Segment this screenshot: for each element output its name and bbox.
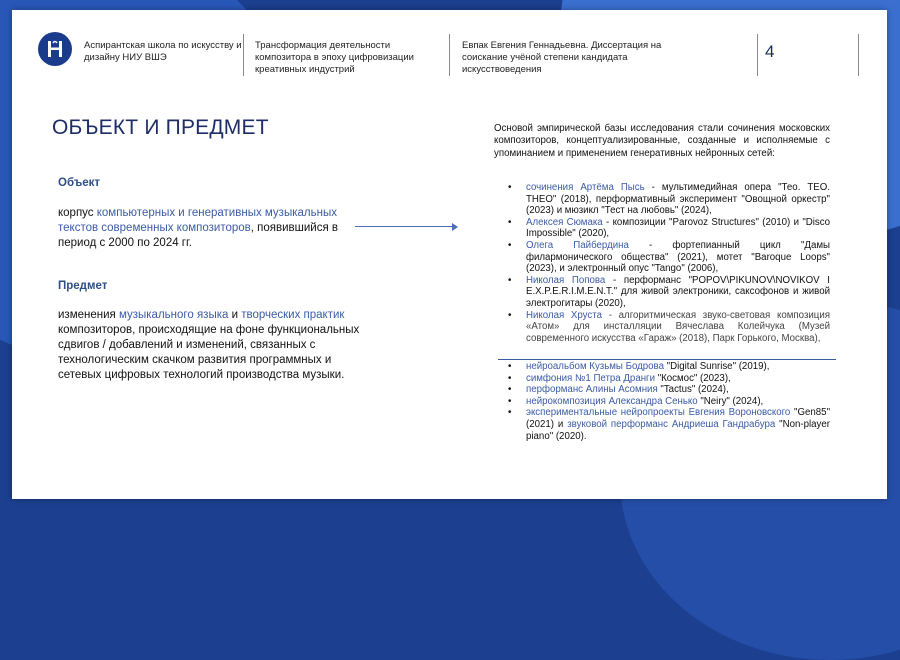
list-item-link[interactable]: Олега Пайбердина (526, 239, 629, 251)
bullet: • (508, 216, 512, 228)
list-item (508, 310, 830, 345)
slide (12, 10, 887, 499)
list-item-link[interactable]: звуковой перформанс Андриеша Гандрабура (567, 418, 776, 430)
header-divider (449, 34, 450, 76)
neuro-projects-list (508, 361, 830, 442)
header-topic: Трансформация деятельности композитора в эпоху цифровизации креативных индустрий (255, 40, 414, 75)
list-item (508, 407, 830, 442)
subject-text-pre: изменения (58, 309, 119, 321)
list-divider (498, 359, 836, 360)
list-item-link[interactable]: перформанс Алины Асомния (526, 384, 658, 396)
list-item-text: "Digital Sunrise" (2019), (663, 361, 770, 372)
composers-list (508, 182, 830, 344)
bullet: • (508, 395, 512, 407)
subject-heading: Предмет (58, 280, 108, 292)
subject-text-mid: и (228, 309, 242, 321)
list-item-text: - алгоритмическая звуко-световая композиция «Атом» для инсталляции Вячеслава Колейчука (Музей современного искусства «Гараж» (2018), Парк Горького, Москва), (526, 309, 831, 344)
list-item-link[interactable]: симфония №1 Петра Дранги (526, 372, 656, 384)
list-item-text: - фортепианный цикл "Дамы филармонического общества" (2021), мотет "Baroque Loops" (2023), и электронный опус "Tango" (2006), (526, 239, 830, 275)
bullet: • (508, 372, 512, 384)
list-item-text: - мультимедийная опера "Тео. ТЕО. THEO" (2018), перформативный эксперимент "Овощной оркестр" (2023) и мюзикл "Тест на любовь" (2024), (526, 182, 830, 217)
list-item (508, 373, 830, 385)
subject-text-post: композиторов, происходящие на фоне функциональных сдвигов / добавлений и изменений, связанных с технологическим скачком развития программных и сетевых цифровых технологий производства музыки. (58, 324, 360, 381)
object-text (58, 206, 368, 251)
bullet: • (508, 182, 512, 193)
object-text-pre: корпус (58, 207, 97, 219)
list-item-link[interactable]: Николая Попова (526, 274, 606, 286)
list-item-link[interactable]: нейрокомпозиция Александра Сенько (526, 395, 698, 407)
slide-header (12, 10, 887, 80)
arrow-connector (355, 226, 455, 227)
header-divider (243, 34, 244, 76)
list-item (508, 240, 830, 275)
list-item-text: - перформанс "POPOV\PIKUNOV\NOVIKOV I E.X.P.E.R.I.M.E.N.T." для живой электроники, саксофонов и живой электрогитары (2020), (526, 274, 830, 309)
list-item-link[interactable]: Алексея Сюмака (526, 216, 603, 228)
list-item (508, 384, 830, 396)
list-item (508, 275, 830, 310)
header-divider (858, 34, 859, 76)
page-title: ОБЪЕКТ И ПРЕДМЕТ (52, 116, 269, 139)
list-item-text: "Neiry" (2024), (697, 395, 764, 407)
list-item-text: "Космос" (2023), (655, 372, 731, 384)
list-item-text: "Gen85" (2021) и (526, 407, 831, 430)
list-item-text: "Non-player piano" (2020). (526, 418, 830, 442)
list-item-link[interactable]: нейроальбом Кузьмы Бодрова (526, 361, 664, 372)
list-item (508, 361, 830, 373)
page-number: 4 (765, 42, 775, 61)
list-item-link[interactable]: сочинения Артёма Пысь (526, 182, 645, 193)
list-item (508, 182, 830, 217)
list-item (508, 396, 830, 408)
object-heading: Объект (58, 177, 101, 189)
hse-logo-icon (38, 32, 72, 66)
bullet: • (508, 361, 512, 372)
bullet: • (508, 384, 512, 396)
subject-link-practices[interactable]: творческих практик (241, 309, 345, 321)
list-item (508, 217, 830, 240)
list-item-link[interactable]: экспериментальные нейропроекты Евгения Вороновского (526, 407, 791, 419)
arrow-head-icon (452, 223, 458, 231)
list-item-text: - композиции "Parovoz Structures" (2010) и "Disco Impossible" (2020), (526, 216, 830, 240)
bullet: • (508, 274, 512, 286)
header-divider (757, 34, 758, 76)
object-link[interactable]: компьютерных и генеративных музыкальных текстов современных композиторов (58, 207, 337, 234)
bullet: • (508, 239, 512, 251)
list-item-text: "Tactus" (2024), (657, 384, 729, 396)
subject-text (58, 308, 368, 383)
empirical-base-intro: Основой эмпирической базы исследования стали сочинения московских композиторов, концептуализированные, созданные и исполняемые с упоминанием и применением генеративных нейронных сетей: (494, 123, 830, 159)
header-school: Аспирантская школа по искусству и дизайну НИУ ВШЭ (84, 40, 242, 63)
object-text-post: , появившийся в период с 2000 по 2024 гг. (58, 222, 339, 249)
bullet: • (508, 407, 512, 419)
header-author: Евпак Евгения Геннадьевна. Диссертация на соискание учёной степени кандидата искусствоведения (462, 40, 662, 75)
bullet: • (508, 309, 512, 321)
list-item-link[interactable]: Николая Хруста (526, 309, 602, 321)
subject-link-language[interactable]: музыкального языка (118, 309, 229, 321)
